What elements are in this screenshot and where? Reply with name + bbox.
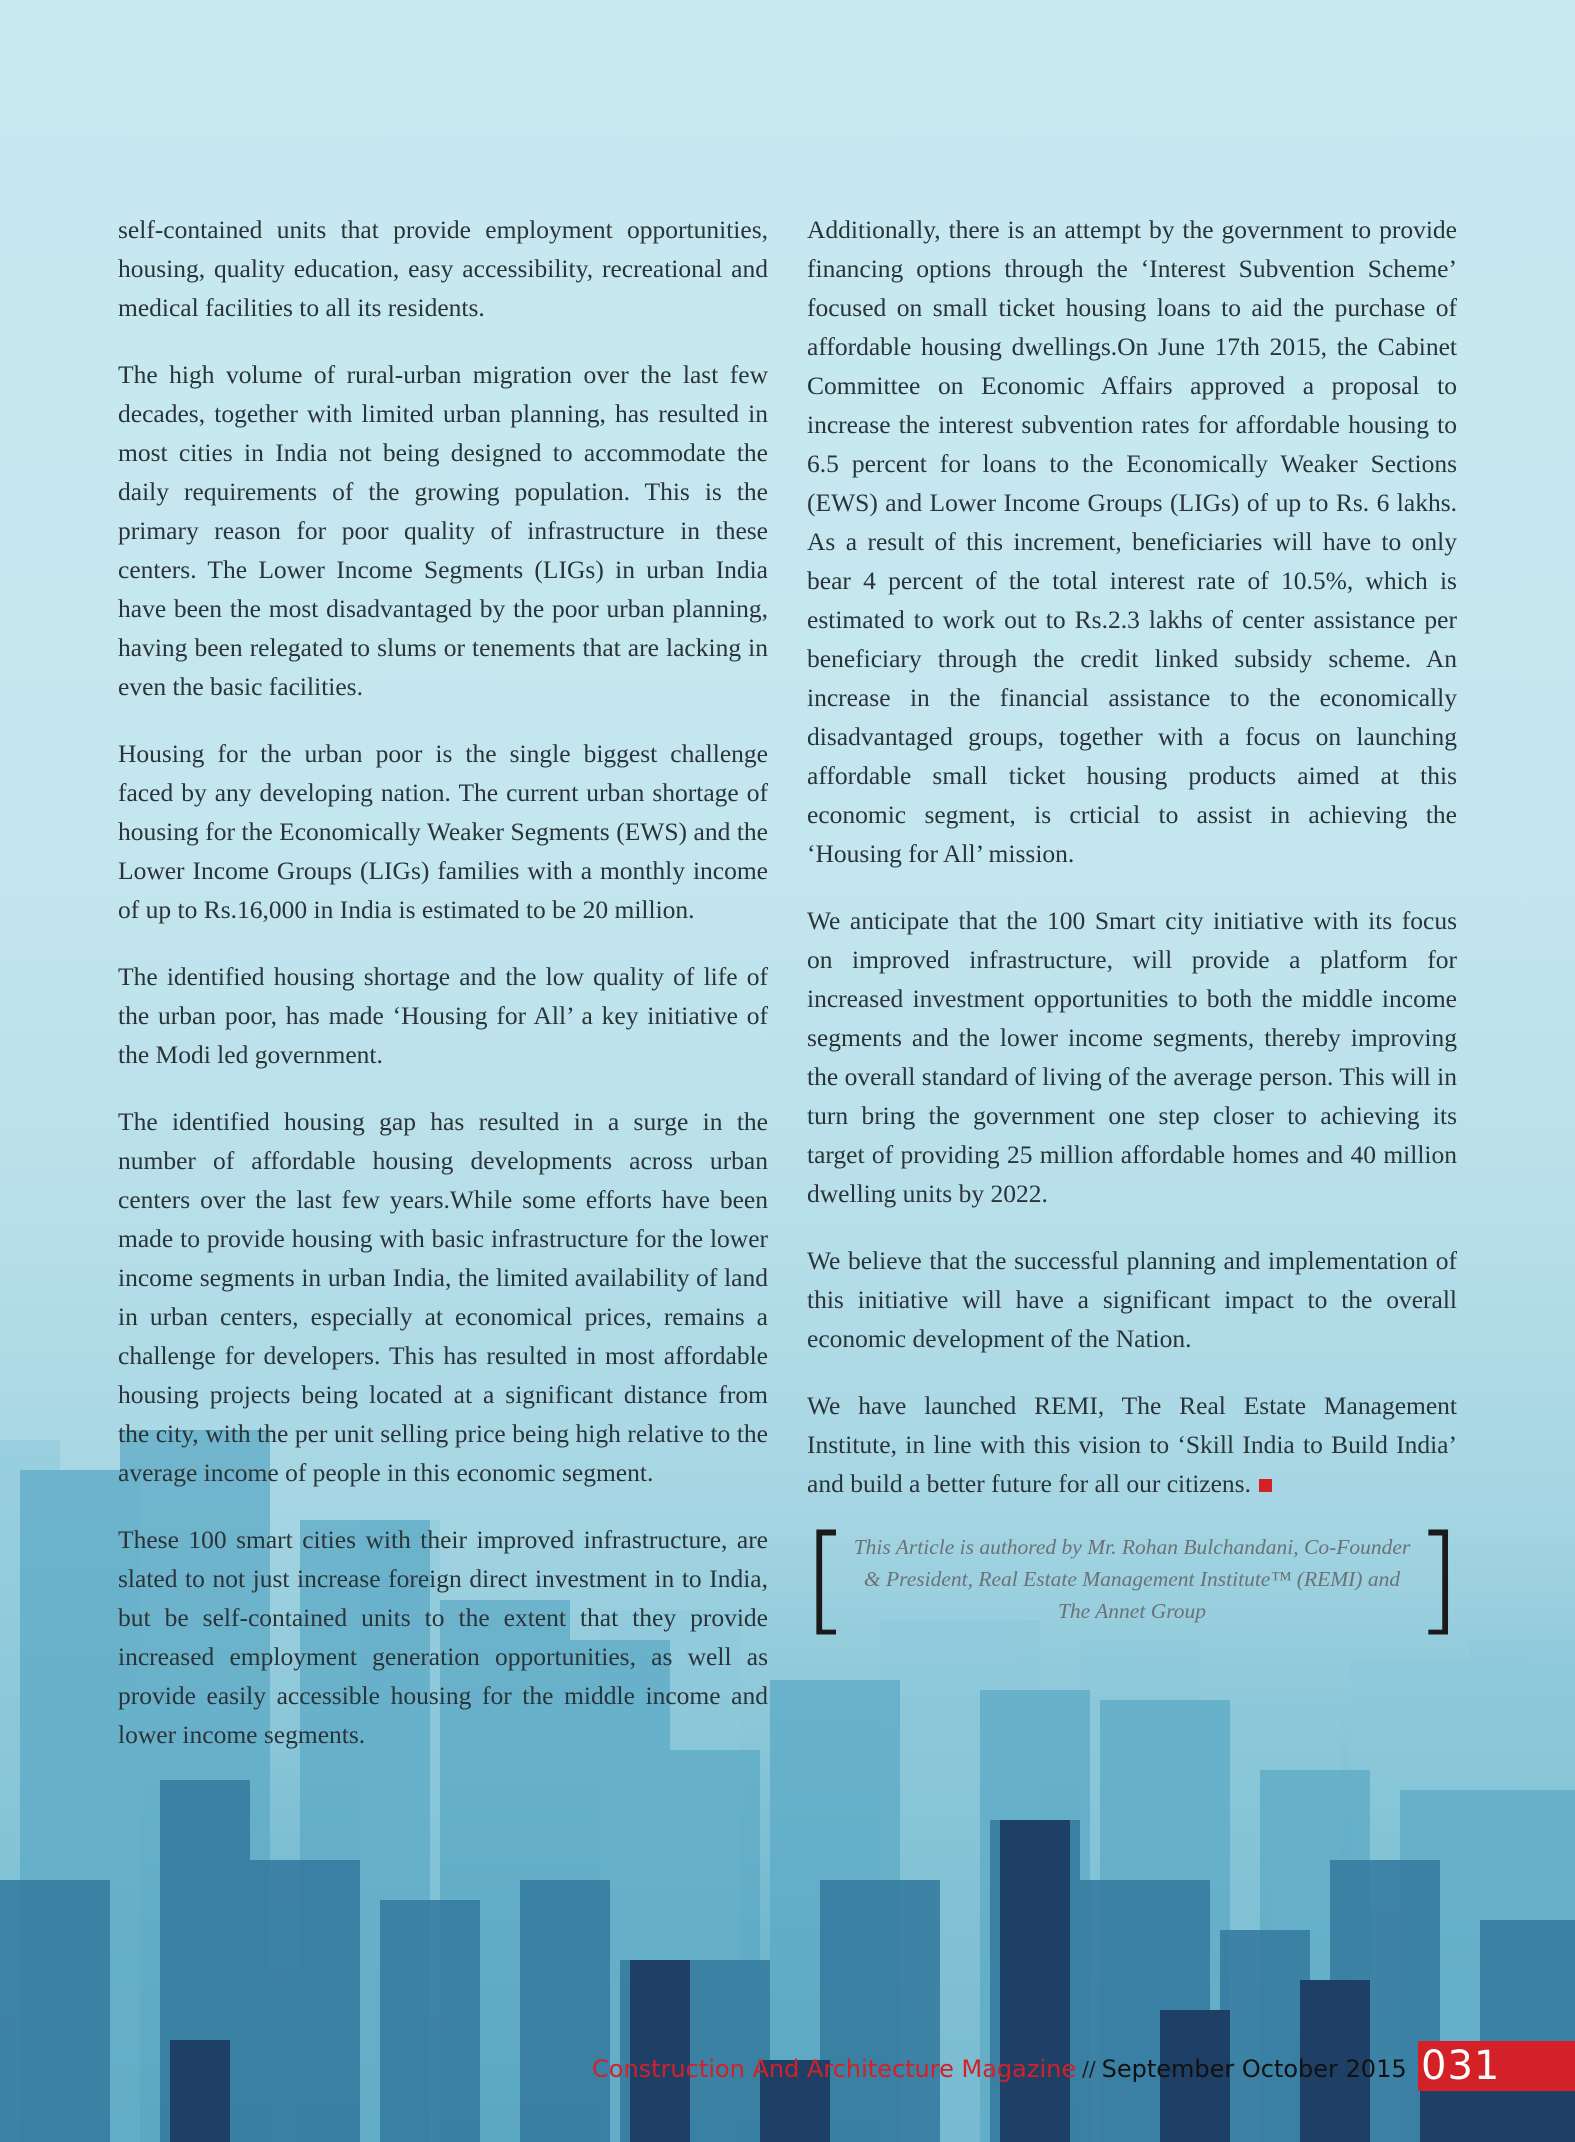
paragraph: Additionally, there is an attempt by the government to provide financing options through the ‘Interest Subvention Scheme’ focused on small ticket housing loans to aid the purchase of affordable housing dwellings.On June 17th 2015, the Cabinet Committee on Economic Affairs approved a proposal to increase the interest subvention rates for affordable housing to 6.5 percent for loans to the Economically Weaker Sections (EWS) and Lower Income Groups (LIGs) of up to Rs. 6 lakhs. As a result of this increment, beneficiaries will have to only bear 4 percent of the total interest rate of 10.5%, which is estimated to work out to Rs.2.3 lakhs of center assistance per beneficiary through the credit linked subsidy scheme. An increase in the financial assistance to the economically disadvantaged groups, together with a focus on launching affordable small ticket housing products aimed at this economic segment, is crticial to assist in achieving the ‘Housing for All’ mission. — [807, 215, 1457, 868]
issue-date: September October 2015 — [1101, 2055, 1407, 2083]
left-bracket-icon: [ — [803, 1509, 850, 1647]
closing-paragraph — [807, 1386, 1457, 1503]
article-right-column — [803, 210, 1461, 1647]
paragraph: We anticipate that the 100 Smart city initiative with its focus on improved infrastructure, will provide a platform for increased investment opportunities to both the middle income segments and the lower income segments, thereby improving the overall standard of living of the average person. This will in turn bring the government one step closer to achieving its target of providing 25 million affordable homes and 40 million dwelling units by 2022. — [807, 906, 1457, 1208]
page-number: 031 — [1418, 2041, 1575, 2091]
paragraph: We believe that the successful planning and implementation of this initiative will have a significant impact to the overall economic development of the Nation. — [807, 1246, 1457, 1353]
magazine-name: Construction And Architecture Magazine — [592, 2055, 1077, 2083]
paragraph: The identified housing shortage and the low quality of life of the urban poor, has made ‘Housing for All’ a key initiative of the Modi led government. — [118, 962, 768, 1069]
paragraph-text: We have launched REMI, The Real Estate Management Institute, in line with this vision to ‘Skill India to Build India’ and build a better future for all our citizens. — [807, 1391, 1457, 1498]
footer-separator: // — [1082, 2057, 1096, 2081]
end-of-article-mark — [1259, 1479, 1272, 1492]
right-bracket-icon: ] — [1414, 1509, 1461, 1647]
paragraph: self-contained units that provide employment opportunities, housing, quality education, easy accessibility, recreational and medical facilities to all its residents. — [118, 215, 768, 322]
paragraph: These 100 smart cities with their improved infrastructure, are slated to not just increase foreign direct investment in to India, but be self-contained units to the extent that they provide increased employment generation opportunities, as well as provide easily accessible housing for the middle income and lower income segments. — [118, 1525, 768, 1749]
page-footer — [592, 2044, 1407, 2094]
paragraph: Housing for the urban poor is the single biggest challenge faced by any developing nation. The current urban shortage of housing for the Economically Weaker Segments (EWS) and the Lower Income Groups (LIGs) families with a monthly income of up to Rs.16,000 in India is estimated to be 20 million. — [118, 739, 768, 924]
paragraph: The identified housing gap has resulted in a surge in the number of affordable housing developments across urban centers over the last few years.While some efforts have been made to provide housing with basic infrastructure for the lower income segments in urban India, the limited availability of land in urban centers, especially at economical prices, remains a challenge for developers. This has resulted in most affordable housing projects being located at a significant distance from the city, with the per unit selling price being high relative to the average income of people in this economic segment. — [118, 1107, 768, 1487]
article-left-column — [118, 210, 768, 1782]
author-note: This Article is authored by Mr. Rohan Bulchandani, Co-Founder & President, Real Estate Management Institute™ (REMI) and The Annet Group — [853, 1535, 1411, 1623]
paragraph: The high volume of rural-urban migration over the last few decades, together with limited urban planning, has resulted in most cities in India not being designed to accommodate the daily requirements of the growing population. This is the primary reason for poor quality of infrastructure in these centers. The Lower Income Segments (LIGs) in urban India have been the most disadvantaged by the poor urban planning, having been relegated to slums or tenements that are lacking in even the basic facilities. — [118, 360, 768, 701]
author-note-box — [803, 1509, 1461, 1647]
